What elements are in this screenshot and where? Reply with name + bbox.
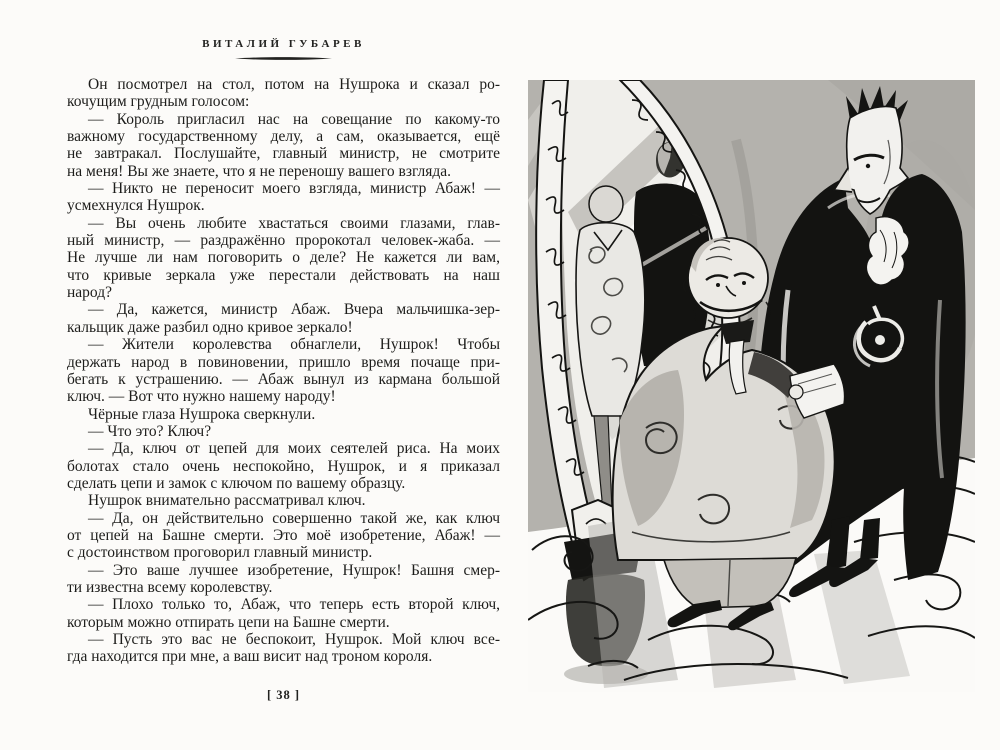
text-line: Не лучше ли нам поговорить о деле? Не кажется ли вам, [67,249,500,267]
text-line: — Жители королевства обнаглели, Нушрок! Чтобы [88,336,500,354]
text-line: усмехнулся Нушрок. [67,197,205,215]
page-number: [ 38 ] [266,688,301,702]
text-line: важному государственному делу, а сам, оказывается, ещё [67,128,500,146]
abazh-hand [789,385,803,399]
text-line: сделать цепи и замок с ключом по вашему образцу. [67,474,406,492]
text-line: Он посмотрел на стол, потом на Нушрока и сказал ро- [88,76,500,93]
text-line: гда находится при мне, а ваш висит над троном короля. [67,648,433,666]
text-line: — Что это? Ключ? [88,422,212,440]
text-line: — Да, он действительно совершенно такой же, как ключ [88,509,500,527]
running-header: ВИТАЛИЙ ГУБАРЕВ [202,38,365,50]
text-line: с достоинством проговорил главный министр. [67,544,373,562]
text-line: которым можно отпирать цепи на Башне смерти. [67,613,390,631]
text-line: — Да, кажется, министр Абаж. Вчера мальчишка-зер- [88,301,500,319]
book-illustration [528,80,975,692]
text-line: — Пусть это вас не беспокоит, Нушрок. Мой ключ все- [88,631,500,648]
text-line: бегать к устрашению. — Абаж вынул из кармана большой [67,370,500,388]
text-line: народ? [67,284,112,302]
text-line: — Да, ключ от цепей для моих сеятелей риса. На моих [88,440,500,458]
header-ornament-rule [67,56,500,61]
text-line: от цепей на Башне смерти. Это моё изобретение, Абаж! — [67,526,500,544]
text-line: ный министр, — раздражённо пророкотал человек-жаба. — [67,232,500,250]
text-line: — Вы очень любите хвастаться своими глазами, глав- [88,214,500,232]
text-line: не завтракал. Послушайте, главный министр, не смотрите [67,145,500,163]
text-line: Чёрные глаза Нушрока сверкнули. [88,405,316,423]
text-line: кочущим грудным голосом: [67,93,250,111]
swelled-rule [235,56,332,61]
text-line: держать народ в повиновении, пришло время почаще при- [67,353,500,371]
text-line: — Король пригласил нас на совещание по какому-то [88,110,500,128]
text-line: болотах стало очень неспокойно, Нушрок, и я приказал [67,457,500,475]
text-line: ключ. — Вот что нужно нашему народу! [67,388,336,406]
text-line: кальщик даже разбил одно кривое зеркало! [67,318,353,336]
text-line: — Это ваше лучшее изобретение, Нушрок! Башня смер- [88,561,500,579]
text-line: Нушрок внимательно рассматривал ключ. [88,492,366,510]
text-line: на меня! Вы же знаете, что я не переношу вашего взгляда. [67,162,452,180]
text-line: — Плохо только то, Абаж, что теперь есть второй ключ, [88,596,500,614]
text-line: — Никто не переносит моего взгляда, министр Абаж! — [88,180,500,198]
illustration-canvas [528,80,975,692]
text-line: ти известна всему королевству. [67,578,273,596]
text-column [67,76,500,666]
text-line: что кривые зеркала уже перестали действовать на наш [67,266,500,284]
